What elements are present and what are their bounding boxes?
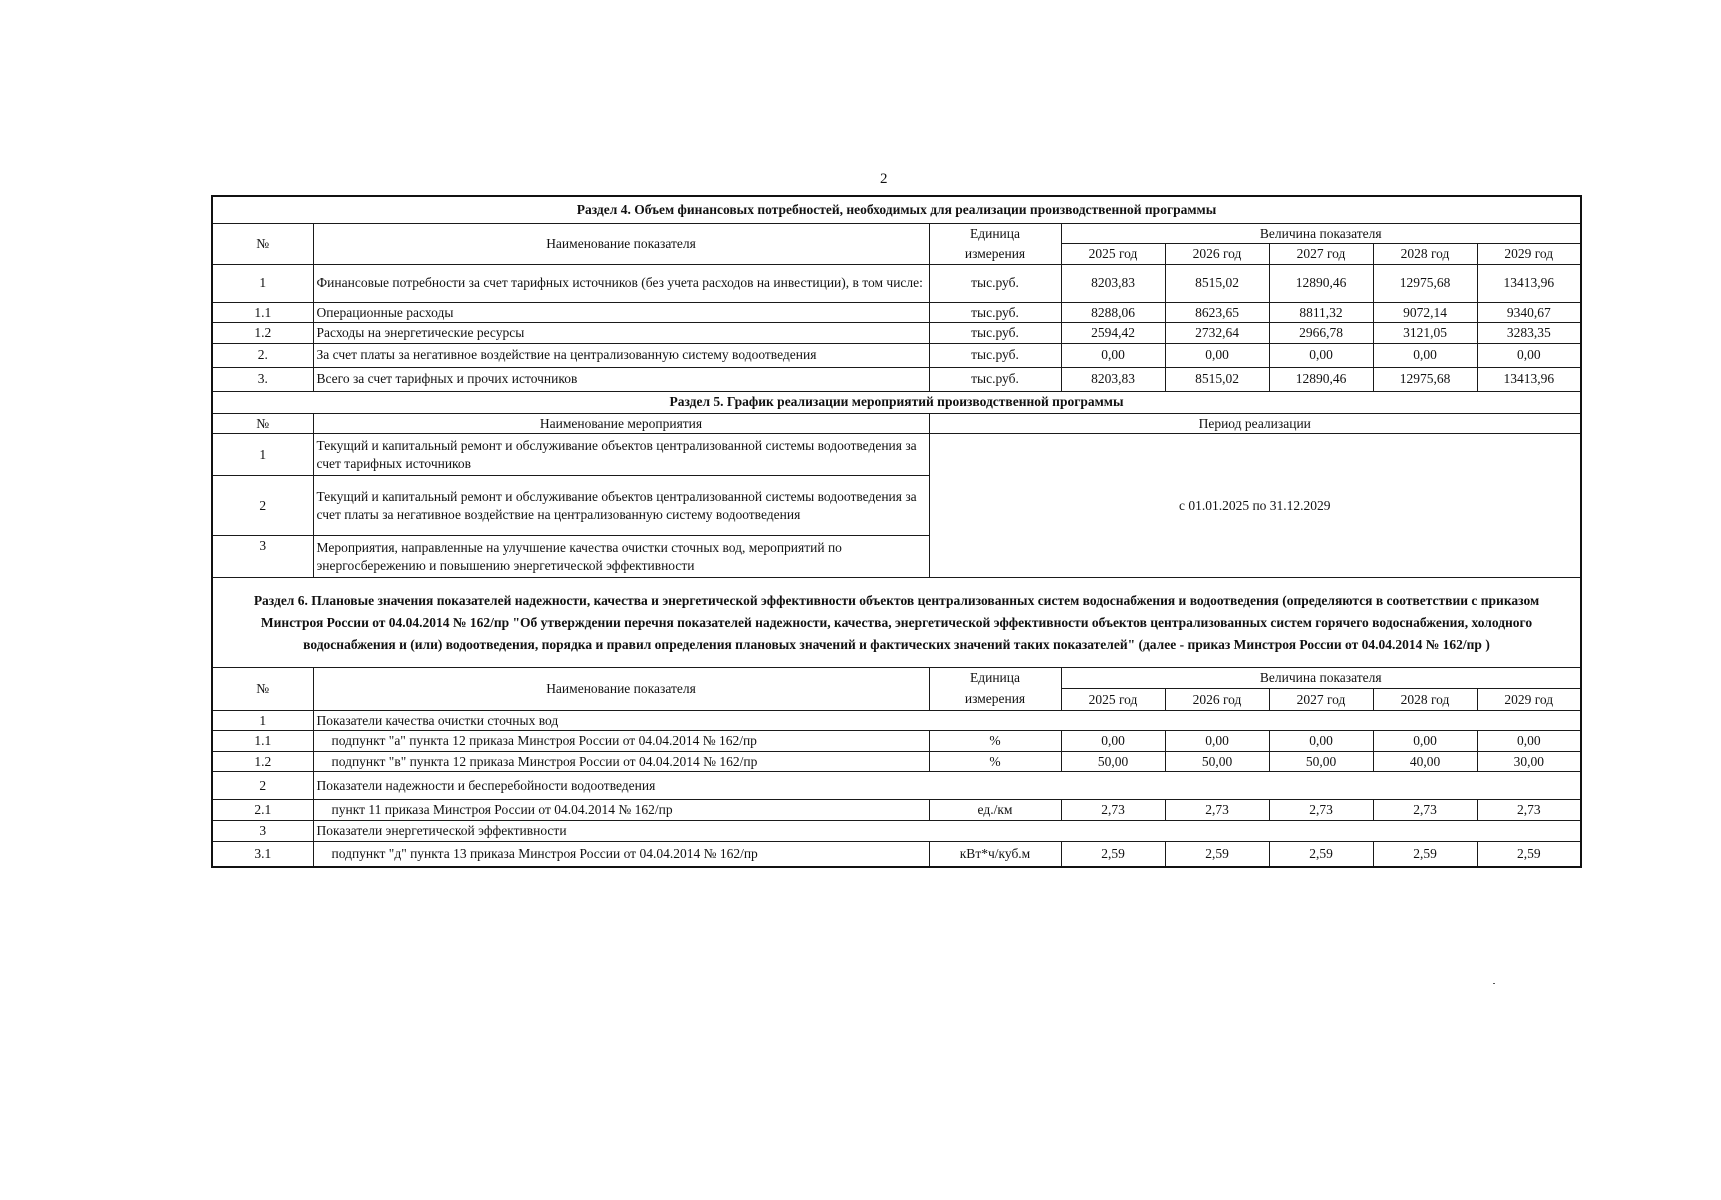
row-value: 9340,67	[1477, 302, 1581, 323]
table-row	[212, 434, 1581, 476]
row-value: 2,73	[1269, 800, 1373, 821]
group-name: Показатели надежности и бесперебойности водоотведения	[313, 772, 1581, 800]
row-num: 1	[212, 264, 313, 302]
row-num: 1.2	[212, 323, 313, 344]
row-value: 12975,68	[1373, 367, 1477, 391]
row-value: 2594,42	[1061, 323, 1165, 344]
row-value: 12890,46	[1269, 367, 1373, 391]
col-header-period: Период реализации	[929, 413, 1581, 434]
row-num: 1.1	[212, 302, 313, 323]
row-value: 0,00	[1269, 343, 1373, 367]
row-name: пункт 11 приказа Минстроя России от 04.04.2014 № 162/пр	[313, 800, 929, 821]
row-value: 8623,65	[1165, 302, 1269, 323]
row-value: 8288,06	[1061, 302, 1165, 323]
row-value: 0,00	[1373, 731, 1477, 752]
row-value: 9072,14	[1373, 302, 1477, 323]
row-value: 0,00	[1061, 731, 1165, 752]
row-name: подпункт "в" пункта 12 приказа Минстроя России от 04.04.2014 № 162/пр	[313, 751, 929, 772]
row-value: 2,73	[1477, 800, 1581, 821]
group-row	[212, 710, 1581, 731]
row-value: 8515,02	[1165, 367, 1269, 391]
col-header-value: Величина показателя	[1061, 668, 1581, 689]
row-unit: тыс.руб.	[929, 323, 1061, 344]
col-header-value: Величина показателя	[1061, 223, 1581, 244]
group-row	[212, 820, 1581, 841]
row-num: 1.1	[212, 731, 313, 752]
row-value: 2,59	[1477, 841, 1581, 867]
table-row	[212, 800, 1581, 821]
year-header: 2025 год	[1061, 244, 1165, 265]
row-value: 40,00	[1373, 751, 1477, 772]
row-value: 8203,83	[1061, 367, 1165, 391]
year-header: 2028 год	[1373, 244, 1477, 265]
group-num: 3	[212, 820, 313, 841]
row-value: 3283,35	[1477, 323, 1581, 344]
row-unit: тыс.руб.	[929, 264, 1061, 302]
row-name: Мероприятия, направленные на улучшение качества очистки сточных вод, мероприятий по энергосбережению и повышению энергетической эффективности	[313, 536, 929, 578]
year-header: 2029 год	[1477, 688, 1581, 710]
row-value: 0,00	[1373, 343, 1477, 367]
row-value: 8203,83	[1061, 264, 1165, 302]
row-unit: %	[929, 731, 1061, 752]
row-value: 0,00	[1165, 731, 1269, 752]
group-num: 2	[212, 772, 313, 800]
row-name: Операционные расходы	[313, 302, 929, 323]
group-name: Показатели энергетической эффективности	[313, 820, 1581, 841]
table-row	[212, 343, 1581, 367]
row-unit: %	[929, 751, 1061, 772]
row-value: 12975,68	[1373, 264, 1477, 302]
row-value: 50,00	[1269, 751, 1373, 772]
row-value: 13413,96	[1477, 367, 1581, 391]
group-num: 1	[212, 710, 313, 731]
section4-title: Раздел 4. Объем финансовых потребностей, необходимых для реализации производственной программы	[212, 196, 1581, 223]
row-num: 2	[212, 476, 313, 536]
col-header-unit-bottom: измерения	[929, 244, 1061, 265]
row-value: 0,00	[1061, 343, 1165, 367]
row-unit: тыс.руб.	[929, 343, 1061, 367]
row-value: 0,00	[1269, 731, 1373, 752]
table-row	[212, 264, 1581, 302]
row-name: Финансовые потребности за счет тарифных источников (без учета расходов на инвестиции), в том числе:	[313, 264, 929, 302]
col-header-unit-bottom: измерения	[929, 688, 1061, 710]
table-row	[212, 323, 1581, 344]
row-value: 0,00	[1477, 343, 1581, 367]
year-header: 2026 год	[1165, 688, 1269, 710]
row-value: 2,73	[1061, 800, 1165, 821]
row-name: подпункт "д" пункта 13 приказа Минстроя России от 04.04.2014 № 162/пр	[313, 841, 929, 867]
row-value: 2,59	[1061, 841, 1165, 867]
row-name: подпункт "а" пункта 12 приказа Минстроя России от 04.04.2014 № 162/пр	[313, 731, 929, 752]
col-header-event-name: Наименование мероприятия	[313, 413, 929, 434]
year-header: 2029 год	[1477, 244, 1581, 265]
row-name: Текущий и капитальный ремонт и обслуживание объектов централизованной системы водоотведения за счет тарифных источников	[313, 434, 929, 476]
table-row	[212, 731, 1581, 752]
table-row	[212, 751, 1581, 772]
row-num: 3.	[212, 367, 313, 391]
table-row	[212, 302, 1581, 323]
row-value: 13413,96	[1477, 264, 1581, 302]
col-header-unit-top: Единица	[929, 668, 1061, 689]
row-unit: тыс.руб.	[929, 367, 1061, 391]
row-value: 30,00	[1477, 751, 1581, 772]
section6-title: Раздел 6. Плановые значения показателей надежности, качества и энергетической эффективности объектов централизованных систем водоснабжения и водоотведения (определяются в соответствии с приказом Минстроя России от 04.04.2014 № 162/пр "Об утверждении перечня показателей надежности, качества, энергетической эффективности объектов централизованных систем горячего водоснабжения, холодного водоснабжения и (или) водоотведения, порядка и правил определения плановых значений и фактических значений таких показателей" (далее - приказ Минстроя России от 04.04.2014 № 162/пр )	[212, 578, 1581, 668]
row-name: За счет платы за негативное воздействие на централизованную систему водоотведения	[313, 343, 929, 367]
group-name: Показатели качества очистки сточных вод	[313, 710, 1581, 731]
row-num: 3.1	[212, 841, 313, 867]
section5-title: Раздел 5. График реализации мероприятий производственной программы	[212, 391, 1581, 413]
row-value: 8515,02	[1165, 264, 1269, 302]
row-value: 0,00	[1477, 731, 1581, 752]
col-header-num: №	[212, 413, 313, 434]
row-value: 2,59	[1165, 841, 1269, 867]
row-unit: тыс.руб.	[929, 302, 1061, 323]
year-header: 2028 год	[1373, 688, 1477, 710]
row-unit: ед./км	[929, 800, 1061, 821]
table-row	[212, 841, 1581, 867]
scan-speck	[1493, 983, 1495, 984]
year-header: 2026 год	[1165, 244, 1269, 265]
col-header-unit-top: Единица	[929, 223, 1061, 244]
col-header-name: Наименование показателя	[313, 668, 929, 711]
row-value: 2732,64	[1165, 323, 1269, 344]
row-name: Текущий и капитальный ремонт и обслуживание объектов централизованной системы водоотведения за счет платы за негативное воздействие на централизованную систему водоотведения	[313, 476, 929, 536]
row-unit: кВт*ч/куб.м	[929, 841, 1061, 867]
row-value: 2966,78	[1269, 323, 1373, 344]
row-name: Всего за счет тарифных и прочих источников	[313, 367, 929, 391]
row-value: 50,00	[1165, 751, 1269, 772]
row-value: 2,59	[1269, 841, 1373, 867]
row-value: 3121,05	[1373, 323, 1477, 344]
page-number: 2	[880, 171, 888, 187]
row-value: 50,00	[1061, 751, 1165, 772]
row-num: 3	[212, 536, 313, 578]
production-program-table	[211, 195, 1580, 868]
row-value: 2,59	[1373, 841, 1477, 867]
period-value: с 01.01.2025 по 31.12.2029	[929, 434, 1581, 578]
row-num: 2.1	[212, 800, 313, 821]
row-value: 0,00	[1165, 343, 1269, 367]
row-num: 2.	[212, 343, 313, 367]
row-value: 12890,46	[1269, 264, 1373, 302]
group-row	[212, 772, 1581, 800]
col-header-num: №	[212, 668, 313, 711]
row-value: 2,73	[1165, 800, 1269, 821]
year-header: 2027 год	[1269, 688, 1373, 710]
year-header: 2027 год	[1269, 244, 1373, 265]
row-num: 1.2	[212, 751, 313, 772]
row-num: 1	[212, 434, 313, 476]
row-value: 2,73	[1373, 800, 1477, 821]
year-header: 2025 год	[1061, 688, 1165, 710]
row-value: 8811,32	[1269, 302, 1373, 323]
row-name: Расходы на энергетические ресурсы	[313, 323, 929, 344]
col-header-num: №	[212, 223, 313, 264]
col-header-name: Наименование показателя	[313, 223, 929, 264]
table-row	[212, 367, 1581, 391]
